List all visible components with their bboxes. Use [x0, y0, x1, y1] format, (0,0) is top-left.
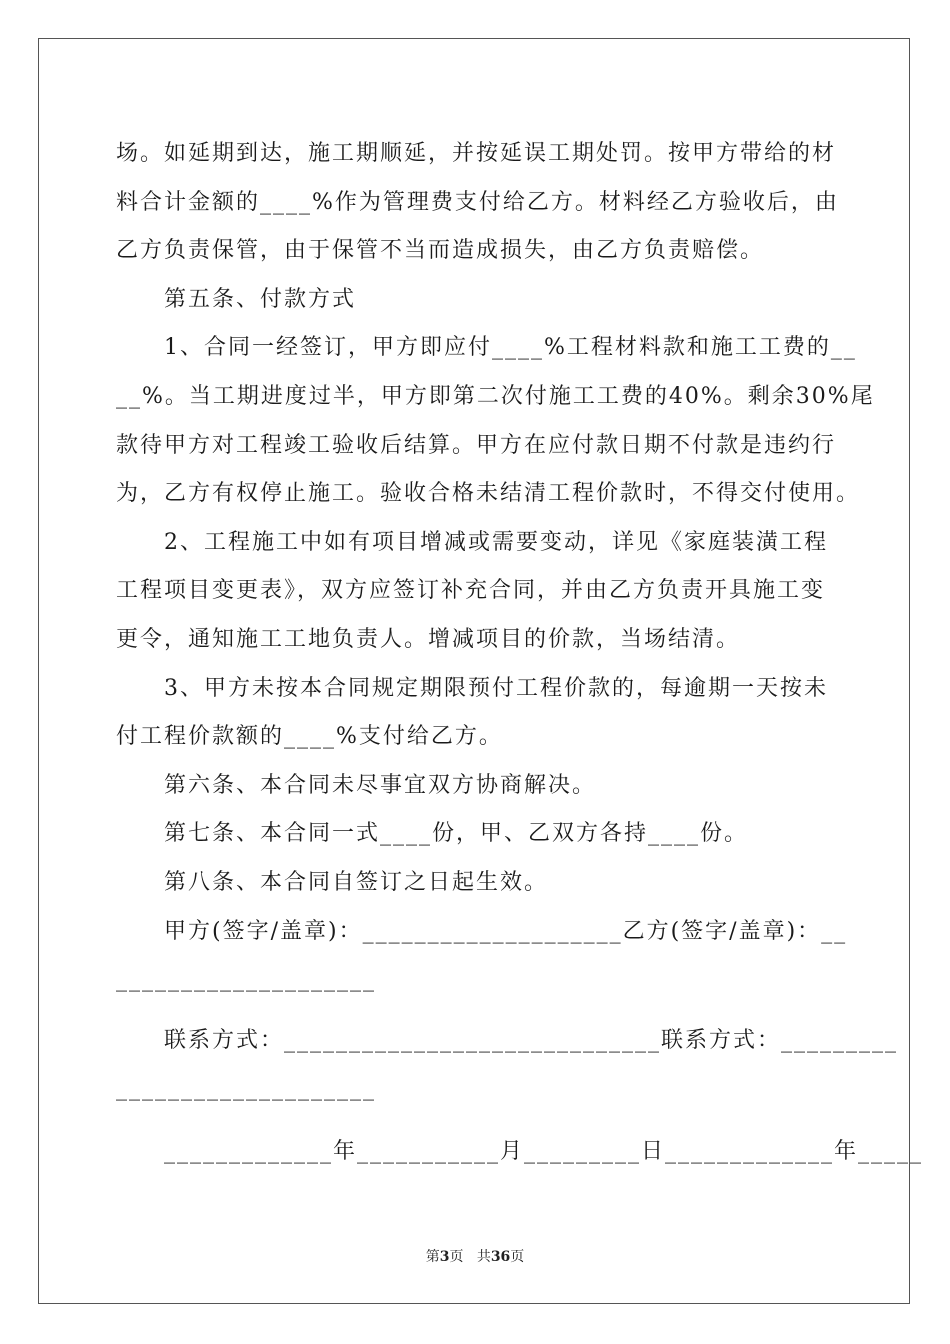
- text-line: 更令，通知施工工地负责人。增减项目的价款，当场结清。: [116, 626, 741, 652]
- text-line: 1、合同一经签订，甲方即应付____%工程材料款和施工工费的__: [164, 335, 857, 361]
- document-body: [116, 130, 924, 1176]
- spacer: [116, 1005, 836, 1017]
- page-prefix: 第: [425, 1249, 440, 1265]
- total-pages: 36: [490, 1249, 511, 1265]
- total-prefix: 共: [476, 1249, 491, 1265]
- text-line: 乙方负责保管，由于保管不当而造成损失，由乙方负责赔偿。: [116, 238, 765, 264]
- contact-line: 联系方式：_____________________________联系方式：_________: [164, 1027, 899, 1053]
- page-suffix: 页: [449, 1249, 464, 1265]
- article-heading: 第八条、本合同自签订之日起生效。: [164, 869, 549, 895]
- contact-line-continuation: ____________________: [116, 1076, 376, 1102]
- article-heading: 第六条、本合同未尽事宜双方协商解决。: [164, 772, 597, 798]
- date-line: _____________年___________月_________日_____________年_____: [164, 1138, 924, 1164]
- page-footer: [0, 1246, 950, 1266]
- text-line: 款待甲方对工程竣工验收后结算。甲方在应付款日期不付款是违约行: [116, 432, 837, 458]
- text-line: 工程项目变更表》，双方应签订补充合同，并由乙方负责开具施工变: [116, 578, 826, 604]
- text-line: 2、工程施工中如有项目增减或需要变动，详见《家庭装潢工程: [164, 529, 828, 555]
- article-heading: 第五条、付款方式: [164, 286, 357, 312]
- text-line: 付工程价款额的____%支付给乙方。: [116, 724, 503, 750]
- text-line: 场。如延期到达，施工期顺延，并按延误工期处罚。按甲方带给的材: [116, 141, 837, 166]
- total-suffix: 页: [510, 1249, 525, 1265]
- article-heading: 第七条、本合同一式____份，甲、乙双方各持____份。: [164, 821, 749, 847]
- text-line: 料合计金额的____%作为管理费支付给乙方。材料经乙方验收后，由: [116, 189, 839, 215]
- page-number: 3: [439, 1249, 450, 1265]
- text-line: 为，乙方有权停止施工。验收合格未结清工程价款时，不得交付使用。: [116, 481, 861, 507]
- signature-line-continuation: ____________________: [116, 967, 376, 993]
- signature-line-party-a-b: 甲方(签字/盖章)：____________________乙方(签字/盖章)：__: [164, 918, 848, 944]
- text-line: 3、甲方未按本合同规定期限预付工程价款的，每逾期一天按未: [164, 675, 828, 701]
- text-line: __%。当工期进度过半，甲方即第二次付施工工费的40%。剩余30%尾: [116, 383, 875, 409]
